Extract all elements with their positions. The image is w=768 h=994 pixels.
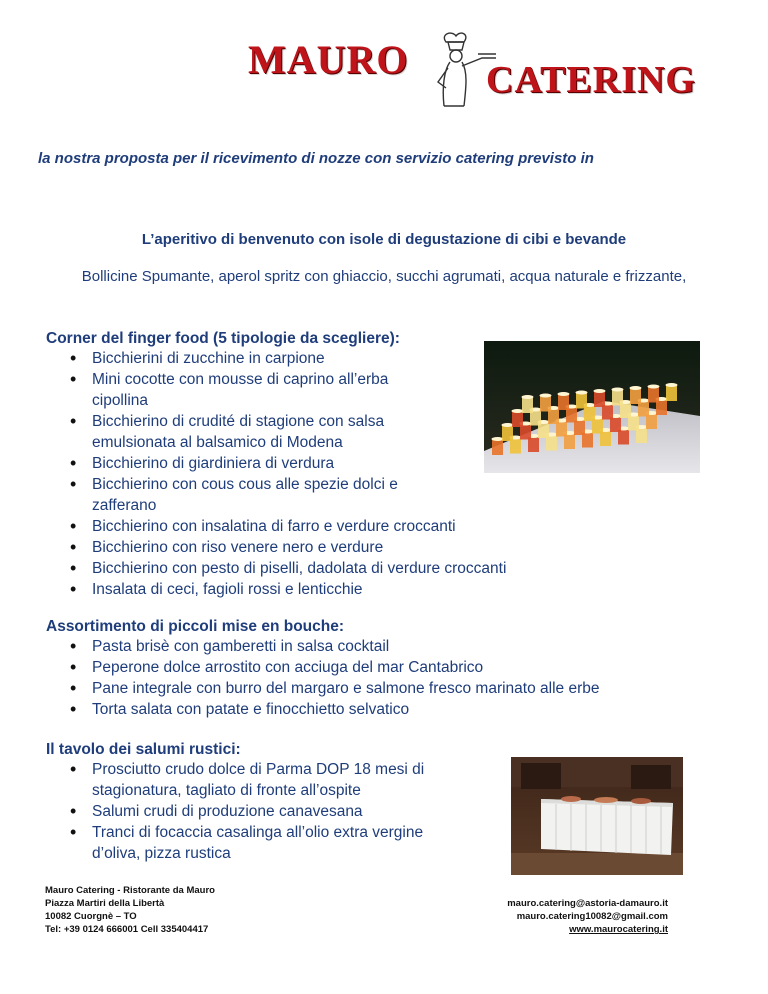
- list-item: • Bicchierino con pesto di piselli, dadolata di verdure croccanti: [46, 558, 606, 579]
- salumi-section: [46, 741, 506, 864]
- mise-en-bouche-list: [46, 636, 726, 720]
- list-item: • Salumi crudi di produzione canavesana: [46, 801, 506, 822]
- salumi-list: [46, 759, 506, 864]
- list-item: • Bicchierini di zucchine in carpione: [46, 348, 606, 369]
- list-item: • Prosciutto crudo dolce di Parma DOP 18 mesi di stagionatura, tagliato di fronte all’ospite: [46, 759, 506, 801]
- list-item: • Bicchierino di crudité di stagione con salsa emulsionata al balsamico di Modena: [46, 411, 606, 453]
- list-item: • Pane integrale con burro del margaro e salmone fresco marinato alle erbe: [46, 678, 726, 699]
- buffet-table-photo: [511, 757, 683, 875]
- footer-line: 10082 Cuorgnè – TO: [45, 911, 137, 922]
- list-item: • Bicchierino con cous cous alle spezie dolci e zafferano: [46, 474, 606, 516]
- footer-contact-online: [507, 897, 668, 936]
- list-item: • Bicchierino con insalatina di farro e verdure croccanti: [46, 516, 606, 537]
- aperitivo-title: L’aperitivo di benvenuto con isole di degustazione di cibi e bevande: [141, 231, 627, 248]
- footer-line: Piazza Martiri della Libertà: [45, 898, 165, 909]
- mise-en-bouche-section: [46, 618, 726, 720]
- list-item: • Bicchierino di giardiniera di verdura: [46, 453, 606, 474]
- list-item: • Torta salata con patate e finocchietto selvatico: [46, 699, 726, 720]
- list-item: • Insalata di ceci, fagioli rossi e lenticchie: [46, 579, 606, 600]
- email-link-2[interactable]: mauro.catering10082@gmail.com: [516, 911, 668, 922]
- list-item: • Mini cocotte con mousse di caprino all’erba cipollina: [46, 369, 606, 411]
- list-item: • Bicchierino con riso venere nero e verdure: [46, 537, 606, 558]
- intro-text: la nostra proposta per il ricevimento di nozze con servizio catering previsto in: [38, 150, 594, 167]
- salumi-heading: Il tavolo dei salumi rustici:: [46, 741, 241, 758]
- website-link[interactable]: www.maurocatering.it: [569, 924, 668, 935]
- list-item: • Peperone dolce arrostito con acciuga del mar Cantabrico: [46, 657, 726, 678]
- list-item: • Pasta brisè con gamberetti in salsa cocktail: [46, 636, 726, 657]
- footer-contact-address: [45, 884, 215, 936]
- footer-line: Tel: +39 0124 666001 Cell 335404417: [45, 924, 209, 935]
- logo-text-mauro: MAURO: [248, 37, 409, 82]
- logo-text-catering: CATERING: [486, 59, 696, 101]
- mise-en-bouche-heading: Assortimento di piccoli mise en bouche:: [46, 618, 344, 635]
- email-link-1[interactable]: mauro.catering@astoria-damauro.it: [507, 898, 668, 909]
- drinks-text: Bollicine Spumante, aperol spritz con ghiaccio, succhi agrumati, acqua naturale e frizzante,: [81, 268, 687, 285]
- finger-food-photo: [484, 341, 700, 473]
- list-item: • Tranci di focaccia casalinga all’olio extra vergine d’oliva, pizza rustica: [46, 822, 506, 864]
- finger-food-heading: Corner del finger food (5 tipologie da scegliere):: [46, 330, 400, 347]
- footer-line: Mauro Catering - Ristorante da Mauro: [45, 885, 215, 896]
